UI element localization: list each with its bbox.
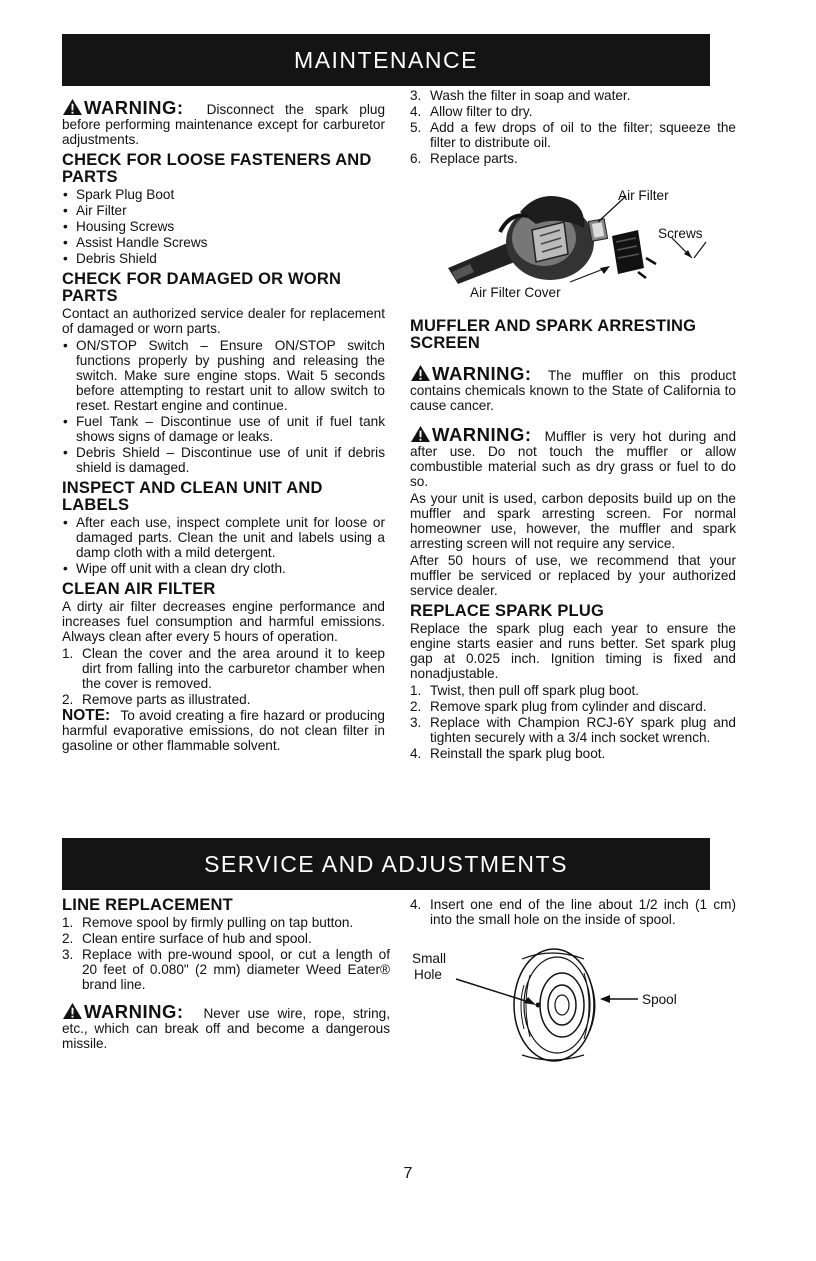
left-column bbox=[62, 98, 385, 755]
step-number: 3. bbox=[410, 715, 422, 730]
air-filter-intro: A dirty air filter decreases engine performance and increases fuel consumption and harmful emissions. Always clean after every 5 hours of operation. bbox=[62, 599, 385, 644]
line-replacement-heading: LINE REPLACEMENT bbox=[62, 896, 233, 914]
inspect-heading: INSPECT AND CLEAN UNIT AND LABELS bbox=[62, 479, 323, 514]
list-item bbox=[410, 104, 736, 119]
warning-label: WARNING: bbox=[432, 363, 532, 384]
step-text: Clean entire surface of hub and spool. bbox=[82, 931, 312, 946]
small-label: Small bbox=[412, 951, 446, 966]
list-item bbox=[410, 715, 736, 745]
list-item bbox=[62, 646, 385, 691]
line-replacement-steps-continued bbox=[410, 897, 736, 927]
list-item bbox=[410, 683, 736, 698]
list-item: • Assist Handle Screws bbox=[62, 235, 385, 250]
spark-plug-steps bbox=[410, 683, 736, 761]
maintenance-banner bbox=[62, 34, 710, 86]
step-number: 5. bbox=[410, 120, 422, 135]
list-item: • Spark Plug Boot bbox=[62, 187, 385, 202]
hole-label: Hole bbox=[414, 967, 442, 982]
warning-triangle-icon bbox=[62, 98, 83, 116]
step-text: Replace with pre-wound spool, or cut a length of 20 feet of 0.080" (2 mm) diameter Weed Eater® brand line. bbox=[82, 947, 390, 992]
step-number: 4. bbox=[410, 897, 422, 912]
air-filter-cover-label: Air Filter Cover bbox=[470, 285, 561, 300]
step-text: Allow filter to dry. bbox=[430, 104, 533, 119]
step-text: Insert one end of the line about 1/2 inch (1 cm) into the small hole on the inside of spool. bbox=[430, 897, 736, 927]
list-item: • ON/STOP Switch – Ensure ON/STOP switch functions properly by pushing and releasing the switch. Make sure engine stops. Wait 5 seconds before attempting to restart unit to allow switch to reset. Restart engine and continue. bbox=[62, 338, 385, 413]
damaged-intro: Contact an authorized service dealer for replacement of damaged or worn parts. bbox=[62, 306, 385, 336]
list-item bbox=[62, 931, 390, 946]
step-number: 2. bbox=[62, 931, 74, 946]
warning-text: Never use wire, rope, string, etc., which can break off and become a dangerous missile. bbox=[62, 1006, 390, 1051]
air-filter-figure bbox=[440, 172, 730, 307]
list-item bbox=[410, 120, 736, 150]
air-filter-steps bbox=[62, 646, 385, 707]
list-item: • After each use, inspect complete unit for loose or damaged parts. Clean the unit and labels using a damp cloth with a mild detergent. bbox=[62, 515, 385, 560]
step-number: 1. bbox=[62, 915, 74, 930]
muffler-heading: MUFFLER AND SPARK ARRESTING SCREEN bbox=[410, 317, 697, 352]
step-text: Remove spool by firmly pulling on tap button. bbox=[82, 915, 354, 930]
air-filter-steps-continued bbox=[410, 88, 736, 166]
air-filter-heading: CLEAN AIR FILTER bbox=[62, 580, 216, 598]
list-item: • Air Filter bbox=[62, 203, 385, 218]
muffler-paragraph-1: As your unit is used, carbon deposits build up on the muffler and spark arresting screen. For normal homeowner use, however, the muffler and spark arresting screen will not require any service. bbox=[410, 491, 736, 551]
step-number: 4. bbox=[410, 746, 422, 761]
check-damaged-heading: CHECK FOR DAMAGED OR WORN PARTS bbox=[62, 270, 342, 305]
line-replacement-steps bbox=[62, 915, 390, 992]
warning-text: Disconnect the spark plug before performing maintenance except for carburetor adjustments. bbox=[62, 102, 386, 147]
list-item bbox=[62, 692, 385, 707]
list-item bbox=[410, 88, 736, 103]
list-item bbox=[410, 746, 736, 761]
check-loose-heading: CHECK FOR LOOSE FASTENERS AND PARTS bbox=[62, 151, 372, 186]
step-number: 4. bbox=[410, 104, 422, 119]
warning-triangle-icon bbox=[410, 364, 431, 382]
step-text: Wash the filter in soap and water. bbox=[430, 88, 631, 103]
step-number: 1. bbox=[410, 683, 422, 698]
step-number: 2. bbox=[62, 692, 74, 707]
list-item bbox=[410, 151, 736, 166]
step-text: Replace with Champion RCJ-6Y spark plug and tighten securely with a 3/4 inch socket wrench. bbox=[430, 715, 736, 745]
step-number: 2. bbox=[410, 699, 422, 714]
right-column bbox=[410, 88, 736, 167]
warning-disconnect bbox=[62, 98, 385, 147]
spark-plug-heading: REPLACE SPARK PLUG bbox=[410, 602, 604, 620]
service-left-column bbox=[62, 897, 390, 1053]
note-label: NOTE: bbox=[62, 707, 111, 724]
warning-label: WARNING: bbox=[84, 97, 184, 118]
maintenance-title: MAINTENANCE bbox=[294, 46, 478, 73]
air-filter-label: Air Filter bbox=[618, 188, 669, 203]
warning-california bbox=[410, 364, 736, 413]
spool-figure bbox=[412, 945, 712, 1065]
service-right-column bbox=[410, 897, 736, 928]
note bbox=[62, 708, 385, 753]
list-item: • Wipe off unit with a clean dry cloth. bbox=[62, 561, 385, 576]
list-item: • Housing Screws bbox=[62, 219, 385, 234]
step-number: 3. bbox=[410, 88, 422, 103]
right-column-lower bbox=[410, 313, 736, 762]
list-item bbox=[62, 915, 390, 930]
warning-label: WARNING: bbox=[84, 1001, 184, 1022]
step-text: Replace parts. bbox=[430, 151, 518, 166]
screws-label: Screws bbox=[658, 226, 703, 241]
step-number: 1. bbox=[62, 646, 74, 661]
list-item: • Fuel Tank – Discontinue use of unit if fuel tank shows signs of damage or leaks. bbox=[62, 414, 385, 444]
warning-text: The muffler on this product contains chemicals known to the State of California to cause cancer. bbox=[410, 368, 736, 413]
step-text: Reinstall the spark plug boot. bbox=[430, 746, 606, 761]
inspect-list bbox=[62, 515, 385, 576]
warning-triangle-icon bbox=[410, 425, 431, 443]
warning-label: WARNING: bbox=[432, 424, 532, 445]
page-number: 7 bbox=[403, 1165, 413, 1182]
step-text: Add a few drops of oil to the filter; squeeze the filter to distribute oil. bbox=[430, 120, 736, 150]
muffler-paragraph-2: After 50 hours of use, we recommend that your muffler be serviced or replaced by your authorized service dealer. bbox=[410, 553, 736, 598]
step-text: Twist, then pull off spark plug boot. bbox=[430, 683, 640, 698]
loose-parts-list bbox=[62, 187, 385, 266]
spark-plug-intro: Replace the spark plug each year to ensure the engine starts easier and runs better. Set spark plug gap at 0.025 inch. Ignition timing is fixed and nonadjustable. bbox=[410, 621, 736, 681]
warning-text: Muffler is very hot during and after use. Do not touch the muffler or allow combustible material such as dry grass or fuel to do so. bbox=[410, 429, 736, 489]
step-text: Remove parts as illustrated. bbox=[82, 692, 251, 707]
service-title: SERVICE AND ADJUSTMENTS bbox=[204, 850, 568, 877]
step-number: 3. bbox=[62, 947, 74, 962]
step-number: 6. bbox=[410, 151, 422, 166]
list-item: • Debris Shield – Discontinue use of unit if debris shield is damaged. bbox=[62, 445, 385, 475]
warning-wire bbox=[62, 1002, 390, 1051]
list-item bbox=[62, 947, 390, 992]
list-item bbox=[410, 897, 736, 927]
list-item: • Debris Shield bbox=[62, 251, 385, 266]
service-banner bbox=[62, 838, 710, 890]
warning-triangle-icon bbox=[62, 1002, 83, 1020]
note-text: To avoid creating a fire hazard or producing harmful evaporative emissions, do not clean filter in gasoline or other flammable solvent. bbox=[62, 708, 385, 753]
damaged-parts-list bbox=[62, 338, 385, 475]
warning-hot-muffler bbox=[410, 425, 736, 489]
step-text: Clean the cover and the area around it to keep dirt from falling into the carburetor chamber when the cover is removed. bbox=[82, 646, 385, 691]
list-item bbox=[410, 699, 736, 714]
spool-label: Spool bbox=[642, 992, 677, 1007]
step-text: Remove spark plug from cylinder and discard. bbox=[430, 699, 707, 714]
